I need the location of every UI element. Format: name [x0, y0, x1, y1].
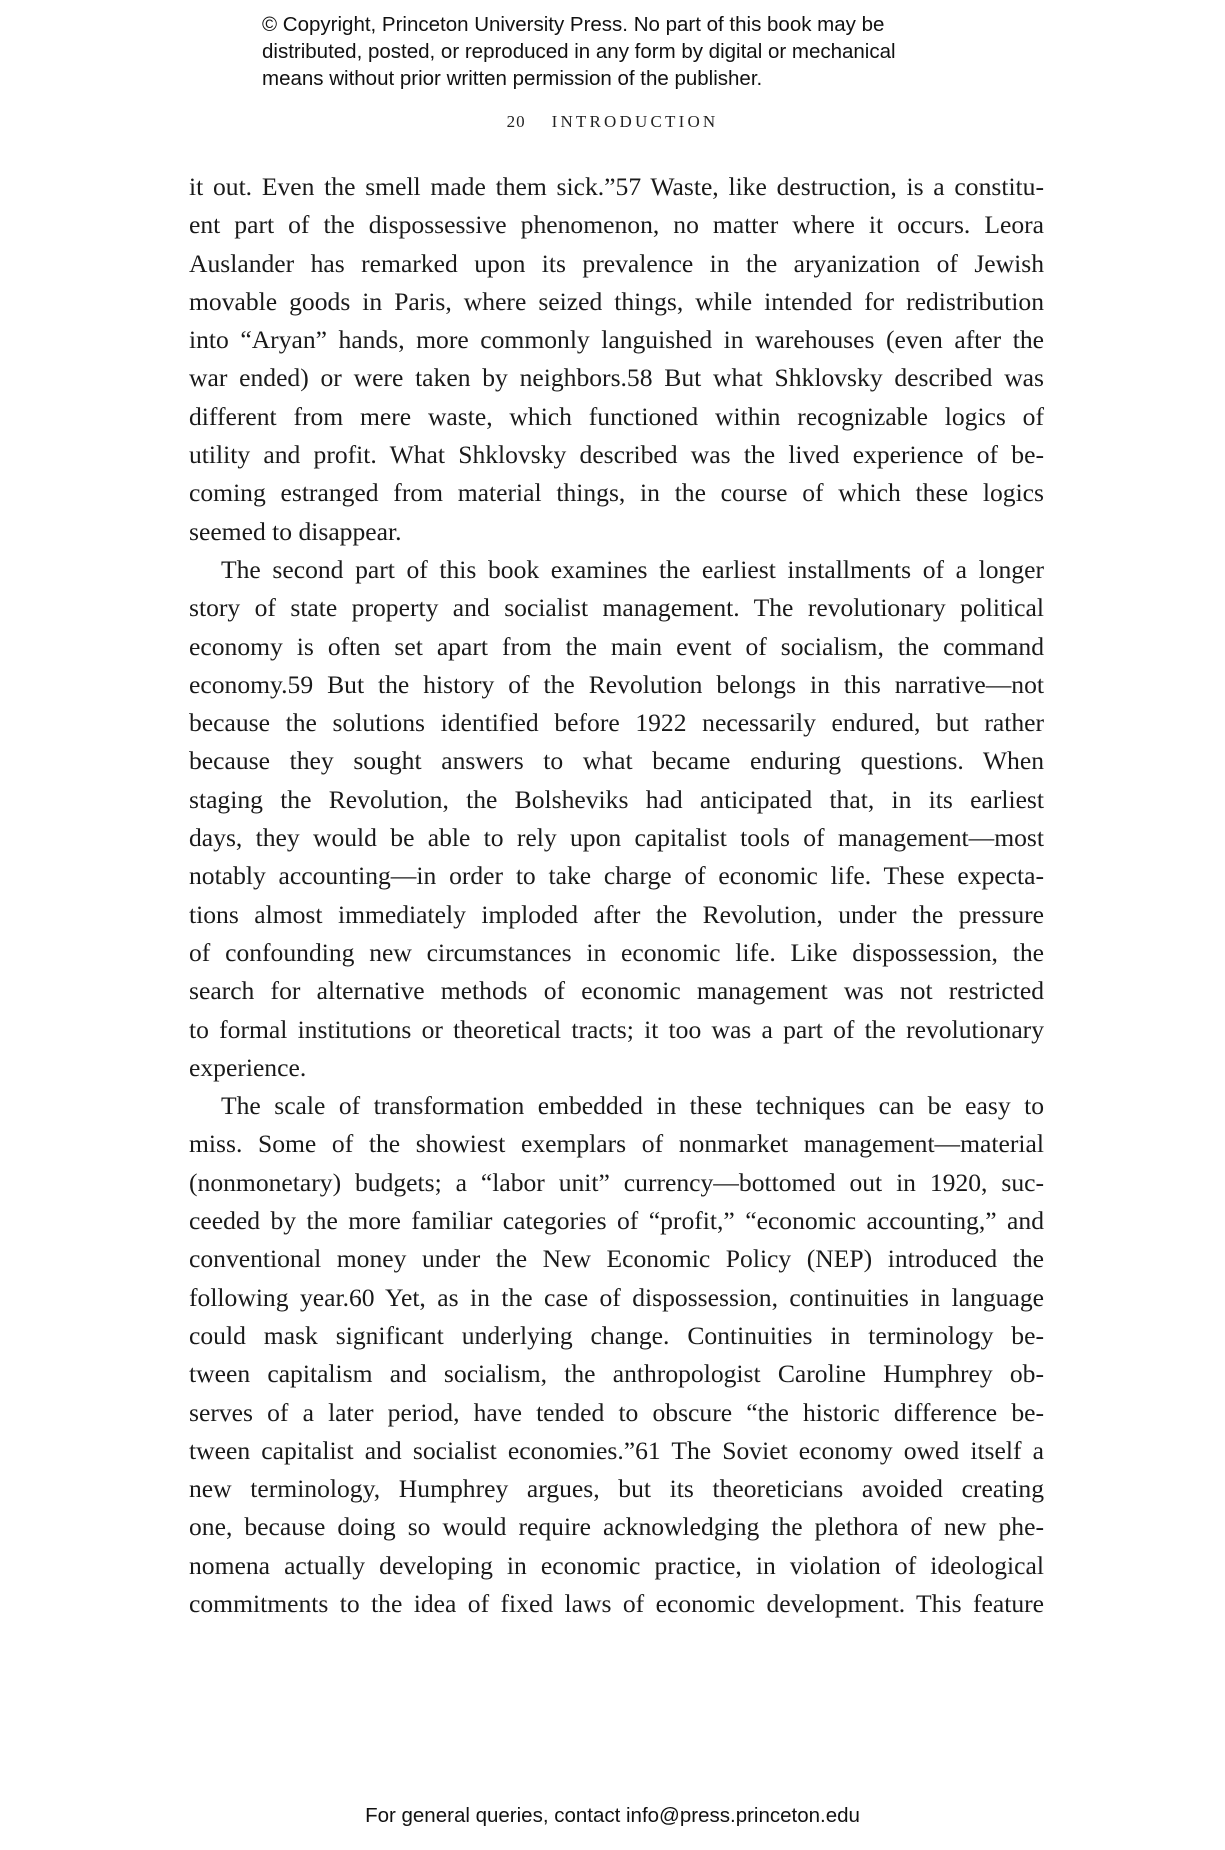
text-line: could mask significant underlying change. Continuities in terminology be- — [189, 1320, 1044, 1350]
text-line: economy is often set apart from the main event of socialism, the command — [189, 631, 1044, 661]
text-line: experience. — [189, 1052, 307, 1082]
text-line: different from mere waste, which functioned within recognizable logics of — [189, 401, 1044, 431]
text-line: (nonmonetary) budgets; a “labor unit” currency—bottomed out in 1920, suc- — [189, 1167, 1044, 1197]
text-line: miss. Some of the showiest exemplars of nonmarket management—material — [189, 1129, 1044, 1159]
text-line: it out. Even the smell made them sick.”57 Waste, like destruction, is a constitu- — [189, 172, 1044, 201]
running-head — [0, 112, 1225, 132]
text-line: staging the Revolution, the Bolsheviks had anticipated that, in its earliest — [189, 784, 1044, 814]
text-line: seemed to disappear. — [189, 516, 402, 546]
text-line: new terminology, Humphrey argues, but its theoreticians avoided creating — [189, 1474, 1044, 1504]
text-line: tween capitalist and socialist economies.”61 The Soviet economy owed itself a — [189, 1435, 1044, 1465]
text-line: into “Aryan” hands, more commonly languished in warehouses (even after the — [189, 325, 1044, 355]
text-line: The scale of transformation embedded in these techniques can be easy to — [221, 1091, 1044, 1121]
page-number: 20 — [506, 112, 526, 131]
footer-contact: For general queries, contact info@press.princeton.edu — [365, 1804, 860, 1827]
text-line: nomena actually developing in economic practice, in violation of ideological — [189, 1550, 1044, 1580]
text-line: coming estranged from material things, in the course of which these logics — [189, 478, 1044, 508]
text-line: because the solutions identified before 1922 necessarily endured, but rather — [189, 708, 1044, 738]
copyright-line: distributed, posted, or reproduced in any form by digital or mechanical — [262, 40, 896, 63]
text-line: ceeded by the more familiar categories of “profit,” “economic accounting,” and — [189, 1206, 1044, 1236]
text-line: economy.59 But the history of the Revolution belongs in this narrative—not — [189, 669, 1044, 699]
text-line: commitments to the idea of fixed laws of economic development. This feature — [189, 1588, 1044, 1618]
text-line: war ended) or were taken by neighbors.58 But what Shklovsky described was — [189, 363, 1044, 393]
text-line: ent part of the dispossessive phenomenon, no matter where it occurs. Leora — [189, 210, 1044, 240]
copyright-line: means without prior written permission of the publisher. — [262, 67, 763, 90]
text-line: movable goods in Paris, where seized things, while intended for redistribution — [189, 286, 1044, 316]
text-line: tions almost immediately imploded after the Revolution, under the pressure — [189, 899, 1044, 929]
text-line: tween capitalism and socialism, the anthropologist Caroline Humphrey ob- — [189, 1359, 1044, 1389]
copyright-notice — [262, 11, 1022, 92]
text-line: Auslander has remarked upon its prevalence in the aryanization of Jewish — [189, 248, 1044, 278]
body-text — [189, 168, 1044, 1623]
copyright-line: © Copyright, Princeton University Press. No part of this book may be — [262, 13, 885, 36]
text-line: conventional money under the New Economic Policy (NEP) introduced the — [189, 1244, 1044, 1274]
text-line: to formal institutions or theoretical tracts; it too was a part of the revolutionary — [189, 1014, 1044, 1044]
text-line: serves of a later period, have tended to obscure “the historic difference be- — [189, 1397, 1044, 1427]
text-line: of confounding new circumstances in economic life. Like dispossession, the — [189, 937, 1044, 967]
running-title: INTRODUCTION — [551, 112, 719, 131]
text-line: because they sought answers to what became enduring questions. When — [189, 746, 1044, 776]
text-line: days, they would be able to rely upon capitalist tools of management—most — [189, 823, 1044, 853]
text-line: story of state property and socialist management. The revolutionary political — [189, 593, 1044, 623]
text-line: search for alternative methods of economic management was not restricted — [189, 976, 1044, 1006]
text-line: following year.60 Yet, as in the case of dispossession, continuities in language — [189, 1282, 1044, 1312]
text-line: one, because doing so would require acknowledging the plethora of new phe- — [189, 1512, 1044, 1542]
text-line: notably accounting—in order to take charge of economic life. These expecta- — [189, 861, 1044, 891]
text-line: The second part of this book examines the earliest installments of a longer — [221, 554, 1044, 584]
text-line: utility and profit. What Shklovsky described was the lived experience of be- — [189, 440, 1044, 470]
